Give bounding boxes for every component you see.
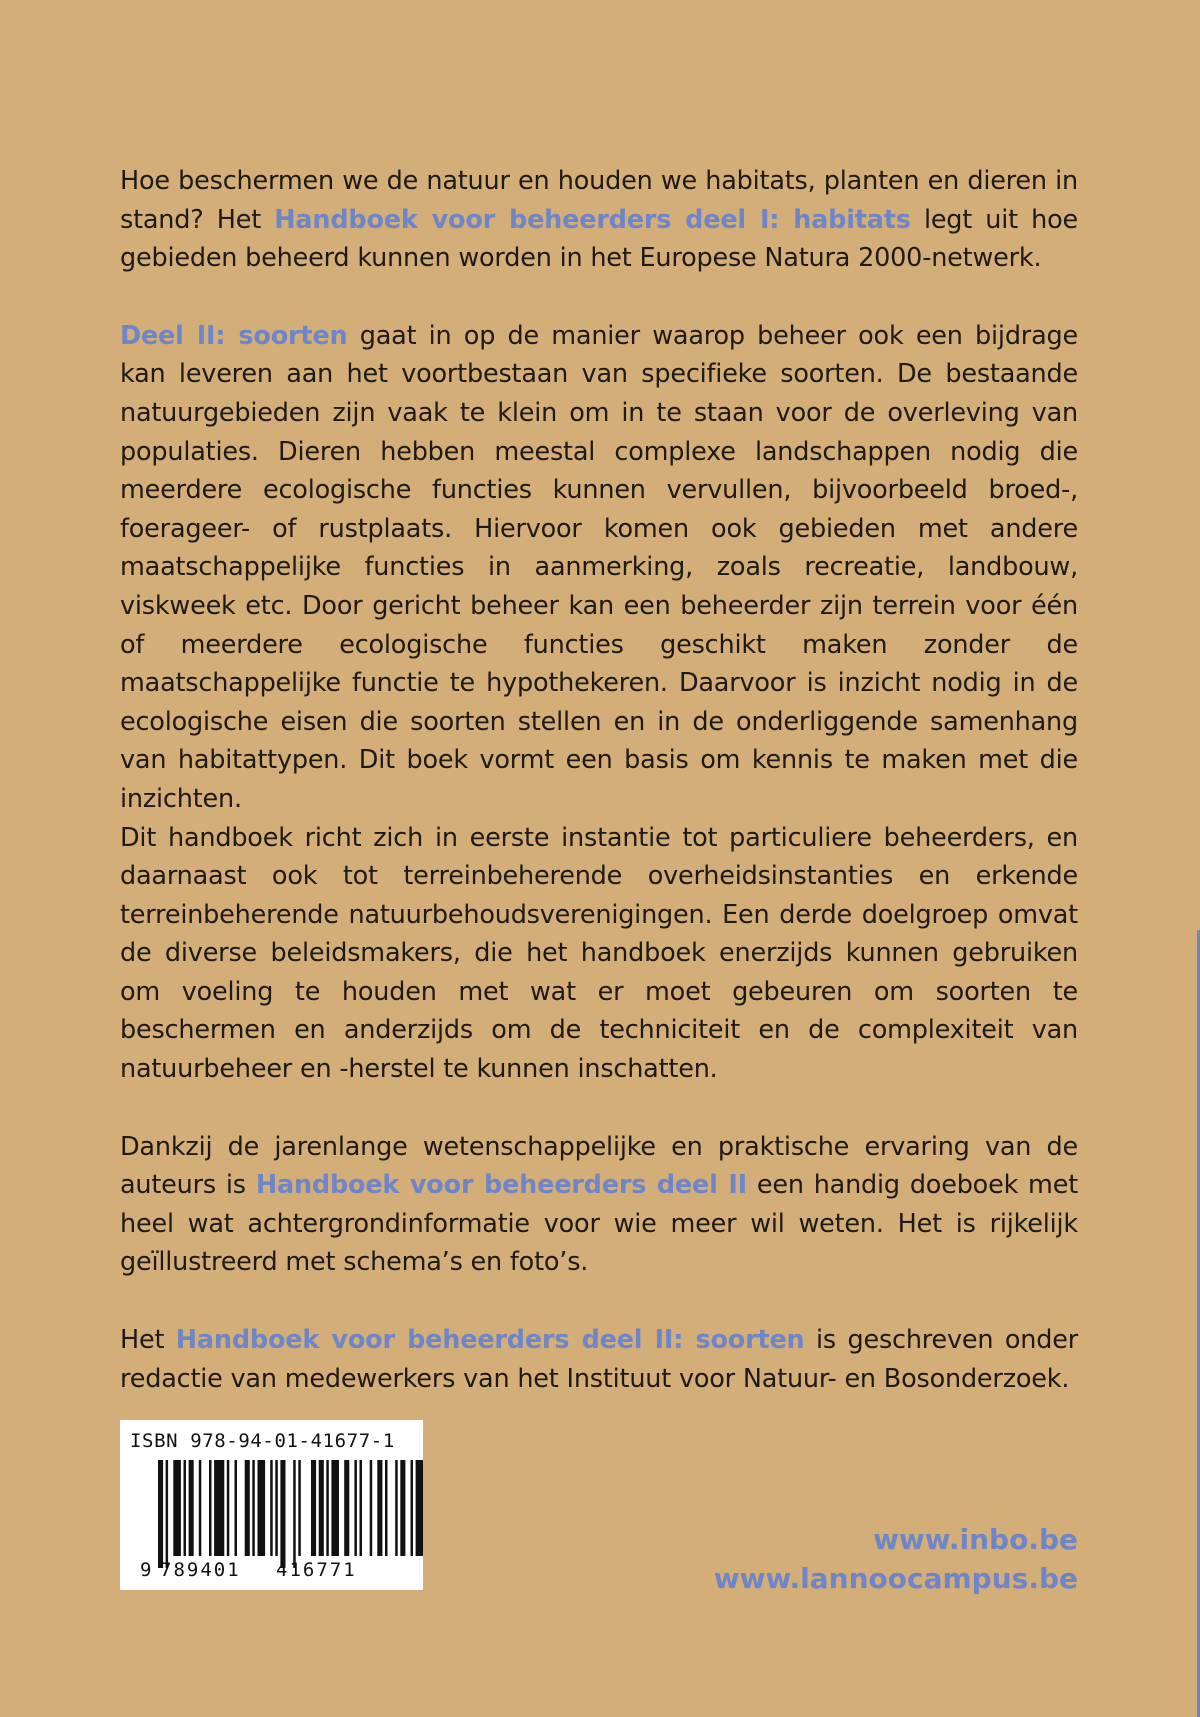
inbo-url-link[interactable]: www.inbo.be [873,1523,1078,1556]
barcode-bar [270,1460,273,1556]
title-highlight-deel-2: Deel II: soorten [120,320,348,351]
barcode-bar [400,1460,405,1556]
barcode-bar [275,1460,278,1556]
barcode-bars [158,1460,423,1568]
barcode-bar [199,1460,202,1556]
barcode-bar [293,1460,296,1568]
barcode-bar [166,1460,169,1568]
barcode-bar [395,1460,398,1556]
lannoocampus-url-link[interactable]: www.lannoocampus.be [713,1562,1078,1595]
editors-paragraph [120,1321,1078,1398]
barcode-bar [227,1460,230,1556]
barcode-digits-left: 789401 [160,1559,241,1581]
barcode-digits-right: 416771 [276,1559,357,1581]
experience-text-end: een handig doeboek met heel wat achtergrondinformatie voor wie meer wil weten. Het is rijkelijk geïllustreerd met schema’s en foto’s. [120,1170,1078,1278]
editors-text-end: is geschreven onder redactie van medewerkers van het Instituut voor Natuur- en Bosonderzoek. [120,1325,1078,1394]
title-highlight-deel-1: Handboek voor beheerders deel I: habitats [274,204,911,235]
barcode-bar [319,1460,324,1556]
barcode-bar [214,1460,224,1556]
barcode-bar [377,1460,382,1556]
barcode-bar [280,1460,285,1568]
barcode-digit-first: 9 [140,1559,152,1581]
url-block [714,1520,1078,1598]
barcode-bar [252,1460,255,1556]
intro-paragraph [120,162,1078,278]
barcode-graphic [120,1420,423,1590]
isbn-barcode [120,1420,423,1590]
barcode-bar [298,1460,301,1556]
experience-text: Dankzij de jarenlange wetenschappelijke en praktische ervaring van de auteurs is [120,1131,1078,1201]
barcode-bar [245,1460,250,1556]
barcode-bar [360,1460,363,1556]
intro-text: Hoe beschermen we de natuur en houden we habitats, planten en dieren in stand? Het [120,166,1078,235]
title-highlight-soorten: Handboek voor beheerders deel II: soorten [175,1325,805,1356]
deel2-text: gaat in op de manier waarop beheer ook een bijdrage kan leveren aan het voortbestaan van specifieke soorten. De bestaande natuurgebieden zijn vaak te klein om in te staan voor de overleving van populaties. Dieren hebben meestal complexe landschappen nodig die meerdere ecologische functies kunnen vervullen, bijvoorbeeld broed-, foerageer- of rustplaats. Hiervoor komen ook gebieden met andere maatschappelijke functies in aanmerking, zoals recreatie, landbouw, viskweek etc. Door gericht beheer kan een beheerder zijn terrein voor één of meerdere ecologische functies geschikt maken zonder de maatschappelijke functie te hypothekeren. Daarvoor is inzicht nodig in de ecologische eisen die soorten stellen en in de onderliggende samenhang van habitattypen. Dit boek vormt een basis om kennis te maken met die inzichten. [120,320,1078,814]
barcode-bar [173,1460,181,1556]
barcode-bar [189,1460,194,1556]
barcode-bar [311,1460,316,1556]
barcode-bar [331,1460,339,1556]
barcode-bar [385,1460,388,1556]
blurb-text [120,162,1078,1398]
barcode-bar [416,1460,423,1556]
barcode-bar [411,1460,414,1556]
barcode-bar [258,1460,266,1556]
barcode-bar [235,1460,238,1556]
barcode-bar [370,1460,373,1556]
barcode-bar [326,1460,329,1556]
barcode-bar [209,1460,212,1556]
barcode-bar [184,1460,187,1556]
barcode-bar [354,1460,357,1556]
experience-paragraph [120,1128,1078,1282]
isbn-label: ISBN 978-94-01-41677-1 [130,1430,395,1452]
intro-text-end: legt uit hoe gebieden beheerd kunnen worden in het Europese Natura 2000-netwerk. [120,204,1079,274]
deel2-paragraph [120,317,1078,819]
barcode-bar [158,1460,163,1568]
audience-paragraph: Dit handboek richt zich in eerste instantie tot particuliere beheerders, en daarnaast ook tot terreinbeherende overheidsinstanties en erkende terreinbeherende natuurbehoudsverenigingen. Een derde doelgroep omvat de diverse beleidsmakers, die het handboek enerzijds kunnen gebruiken om voeling te houden met wat er moet gebeuren om soorten te beschermen en anderzijds om de techniciteit en de complexiteit van natuurbeheer en -herstel te kunnen inschatten. [120,822,1078,1085]
editors-text: Het [120,1325,176,1356]
title-highlight-handboek-deel-2: Handboek voor beheerders deel II [255,1170,747,1201]
barcode-bar [344,1460,349,1556]
